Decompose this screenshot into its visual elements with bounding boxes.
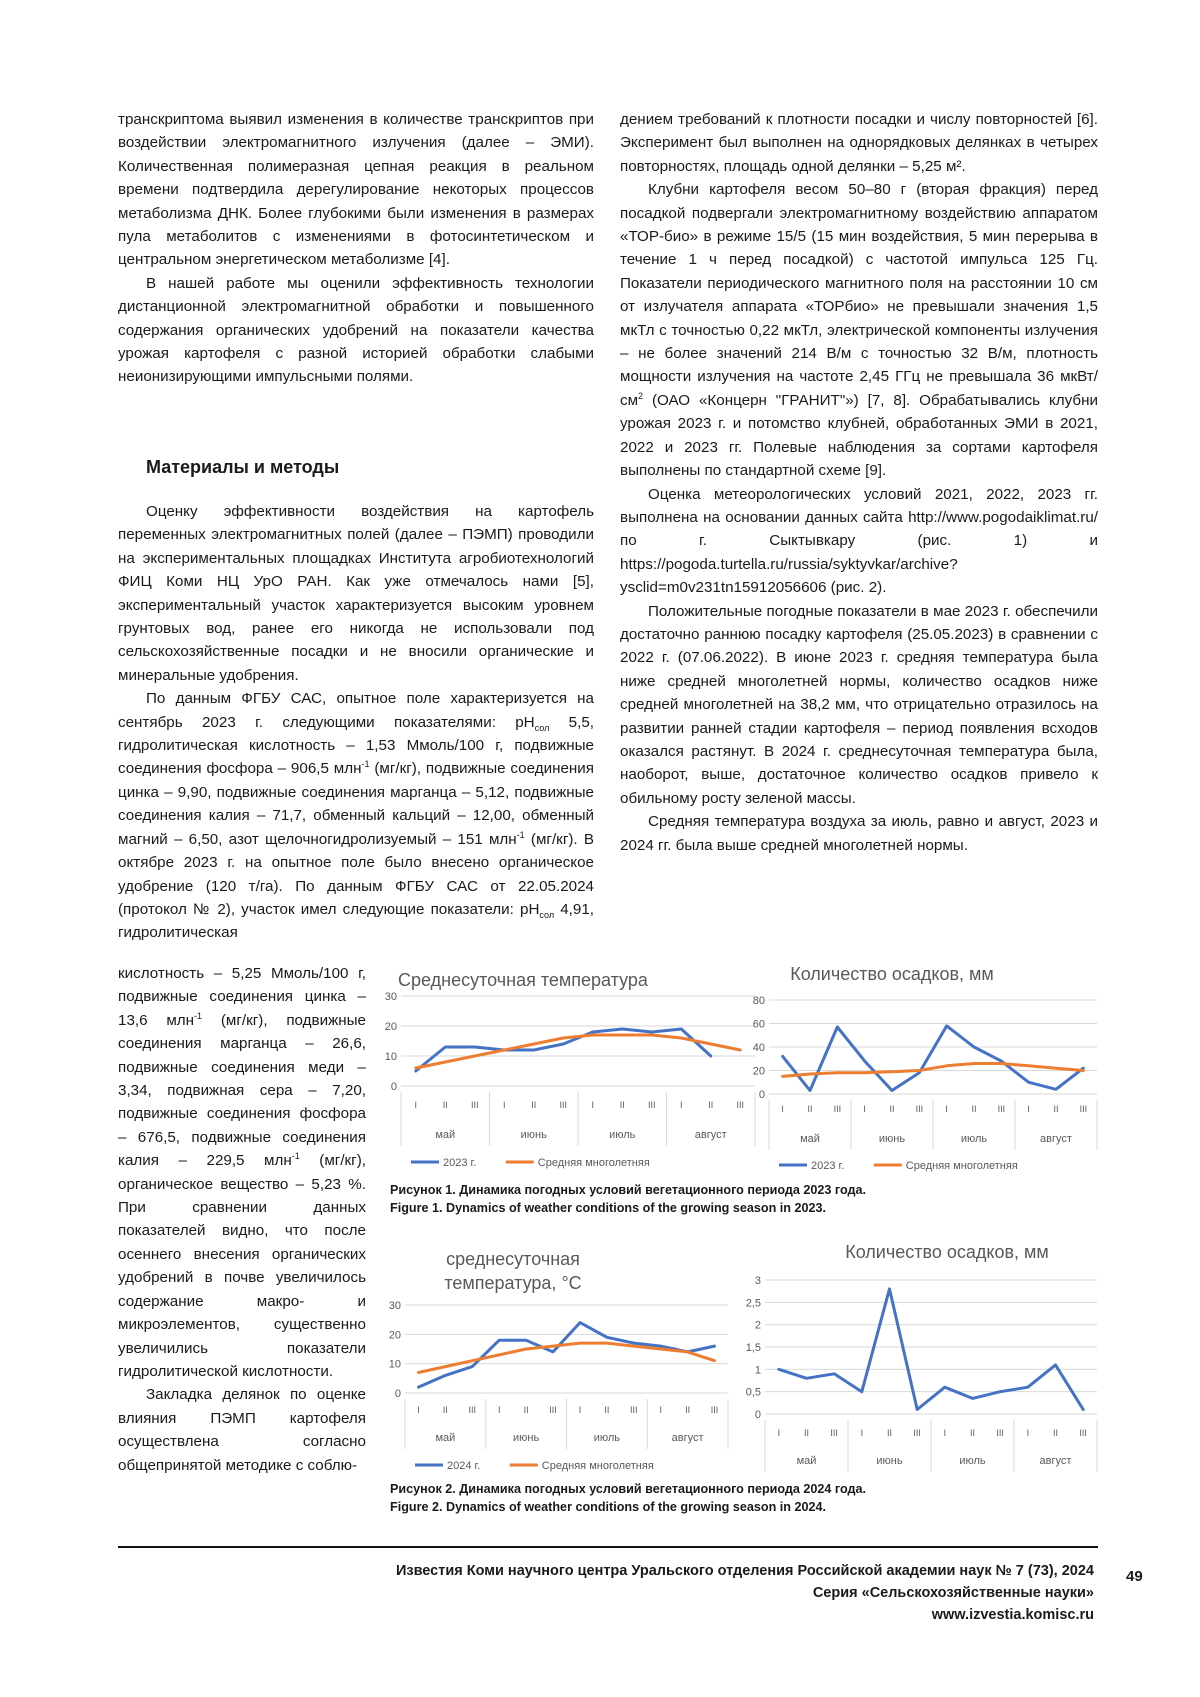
left-column-bottom (118, 962, 366, 1477)
x-decade-label: I (1026, 1428, 1030, 1438)
x-decade-label: I (863, 1104, 866, 1114)
figure-1-caption (390, 1181, 866, 1217)
y-tick-label: 0 (394, 1388, 401, 1400)
journal-footer (396, 1560, 1094, 1626)
journal-title: Известия Коми научного центра Уральского отделения Российской академии наук № 7 (73), 2024 (395, 1563, 1094, 1579)
journal-website: www.izvestia.komisc.ru (931, 1607, 1094, 1623)
x-decade-label: I (943, 1428, 947, 1438)
y-tick-label: 0 (390, 1081, 397, 1093)
x-decade-label: III (1079, 1428, 1087, 1438)
subscript: сол (534, 722, 550, 733)
y-tick-label: 80 (752, 995, 765, 1007)
section-heading: Материалы и методы (146, 457, 340, 477)
figure-1-chart-precipitation (752, 964, 1102, 1174)
figure-2-chart-temperature (383, 1245, 728, 1475)
x-decade-label: II (708, 1100, 714, 1110)
right-paragraph-1 (620, 108, 1098, 178)
chart-temperature-2024 (383, 1245, 728, 1475)
x-decade-label: II (889, 1104, 895, 1114)
figure-1-chart-temperature (383, 968, 758, 1173)
superscript: -1 (516, 829, 525, 840)
x-month-label: май (435, 1432, 456, 1444)
y-tick-label: 0 (758, 1089, 765, 1101)
soil-part: (мг/кг), органическое вещество – 5,23 %. При сравнении данных показателей видно, что после осеннего внесения органических удобрений в почве увеличилось содержание макро- и микроэлементов, существенно увеличились показатели гидролитической кислотности. (118, 1152, 366, 1380)
chart-title: Среднесуточная температура (398, 970, 648, 990)
x-decade-label: II (803, 1428, 810, 1438)
chart-temperature-2023 (383, 968, 758, 1173)
x-decade-label: II (1053, 1104, 1059, 1114)
y-tick-label: 60 (752, 1018, 765, 1031)
y-tick-label: 10 (384, 1051, 397, 1063)
x-decade-label: I (860, 1428, 864, 1438)
y-tick-label: 0,5 (745, 1386, 761, 1399)
x-month-label: август (1039, 1455, 1072, 1467)
legend-label: Средняя многолетняя (541, 1460, 654, 1472)
y-tick-label: 1 (754, 1364, 761, 1377)
x-month-label: июнь (520, 1129, 547, 1141)
x-decade-label: II (685, 1405, 691, 1415)
x-decade-label: I (1027, 1104, 1030, 1114)
x-month-label: июль (593, 1432, 621, 1444)
x-month-label: май (435, 1129, 456, 1141)
footer-rule (118, 1546, 1098, 1548)
methods-paragraph-2 (118, 687, 594, 944)
chart-title: Количество осадков, мм (790, 964, 994, 984)
x-decade-label: II (619, 1100, 625, 1110)
figure-2-caption-en: Figure 2. Dynamics of weather conditions of the growing season in 2024. (390, 1500, 826, 1514)
methods-paragraph-1: Оценку эффективности воздействия на картофель переменных электромагнитных полей (далее – ПЭМП) проводили на экспериментальных площадках Института агробиотехнологий ФИЦ Коми НЦ УрО РАН. Как уже отмечалось нами [5], экспериментальный участок характеризуется высоким уровнем грунтовых вод, ранее его никогда не использовали под сельскохозяйственные посадки и не вносили органические и минеральные удобрения. (118, 503, 594, 684)
x-decade-label: III (996, 1428, 1004, 1438)
figure-2-chart-precipitation (745, 1238, 1102, 1478)
x-decade-label: II (523, 1405, 529, 1415)
methods-p2-part: 5,5, гидролитическая кислотность – 1,53 Ммоль/100 г, подвижные соединения фосфора – 906,5 млн (118, 713, 594, 778)
y-tick-label: 30 (384, 991, 397, 1003)
x-decade-label: I (414, 1100, 418, 1110)
series-line (783, 1026, 1084, 1091)
y-tick-label: 20 (752, 1065, 765, 1078)
y-tick-label: 40 (752, 1042, 765, 1054)
y-tick-label: 2,5 (745, 1297, 761, 1310)
soil-paragraph (118, 962, 366, 1383)
y-tick-label: 20 (388, 1329, 401, 1342)
x-decade-label: III (559, 1100, 568, 1110)
series-line (416, 1035, 741, 1068)
x-decade-label: III (736, 1100, 745, 1110)
x-decade-label: III (915, 1104, 924, 1114)
x-decade-label: III (710, 1405, 719, 1415)
x-decade-label: I (497, 1405, 501, 1415)
plots-paragraph: Закладка делянок по оценке влияния ПЭМП картофеля осуществлена согласно общепринятой методике с соблю- (118, 1386, 366, 1474)
x-decade-label: II (604, 1405, 610, 1415)
y-tick-label: 1,5 (745, 1342, 761, 1354)
superscript: -1 (361, 759, 370, 770)
figure-1-caption-ru: Рисунок 1. Динамика погодных условий вегетационного периода 2023 года. (390, 1183, 867, 1197)
y-tick-label: 10 (388, 1358, 401, 1371)
x-decade-label: II (442, 1405, 448, 1415)
x-decade-label: II (886, 1428, 893, 1438)
x-decade-label: II (442, 1100, 448, 1110)
x-decade-label: I (659, 1405, 662, 1415)
x-decade-label: I (945, 1104, 948, 1114)
x-month-label: июнь (876, 1455, 903, 1467)
y-tick-label: 2 (754, 1319, 761, 1332)
x-month-label: август (694, 1129, 727, 1141)
right-p2-part: Клубни картофеля весом 50–80 г (вторая фракция) перед посадкой подвергали электромагнитному воздействию аппаратом «ТОР-био» в режиме 15/5 (15 мин воздействия, 5 мин перерыва в течение 1 ч перед посадкой) с частотой импульса 125 Гц. Показатели периодического магнитного поля на расстоянии 10 см от излучателя аппарата «ТОРбио» не превышали значения 1,5 мкТл с точностью 0,22 мкТл, электрической компоненты излучения – не более значений 214 В/м с точностью 32 В/м, плотность мощности излучения на частоте 2,45 ГГц не превышала 36 мкВт/см (620, 181, 1098, 409)
chart-precipitation-2023 (752, 964, 1102, 1174)
right-p2-part: (ОАО «Концерн "ГРАНИТ"») [7, 8]. Обрабатывались клубни урожая 2023 г. и потомство клубней, обработанных ЭМИ в 2021, 2022 и 2023 гг. Полевые наблюдения за сортами картофеля выполнены по стандартной схеме [9]. (620, 391, 1098, 480)
x-decade-label: I (591, 1100, 595, 1110)
x-decade-label: III (833, 1104, 842, 1114)
legend-label: 2023 г. (811, 1160, 845, 1172)
intro-paragraph: транскриптома выявил изменения в количестве транскриптов при воздействии электромагнитного излучения (далее – ЭМИ). Количественная полимеразная цепная реакция в реальном времени подтвердила дерегулирование некоторых процессов метаболизма ДНК. Более глубокими были изменения в размерах пула метаболитов с изменениями в фотосинтетическом и центральном энергетическом метаболизме [4]. (118, 111, 594, 269)
x-decade-label: III (830, 1428, 838, 1438)
y-tick-label: 0 (754, 1409, 761, 1421)
series-line (783, 1064, 1084, 1077)
right-paragraph-4: Положительные погодные показатели в мае 2023 г. обеспечили достаточно раннюю посадку картофеля (25.05.2023) в сравнении с 2022 г. (07.06.2022). В июне 2023 г. средняя температура была ниже средней многолетней нормы, количество осадков ниже средней многолетней на 38,2 мм, что отрицательно отразилось на развитии ранней стадии картофеля – период появления всходов оказался растянут. В 2024 г. среднесуточная температура была, наоборот, выше, достаточное количество осадков привело к обильному росту зеленой массы. (620, 602, 1098, 807)
methods-p2-part: (мг/кг), подвижные соединения цинка – 9,90, подвижные соединения марганца – 5,12, подвижные соединения калия – 71,7, обменный кальций – 12,00, обменный магний – 6,50, азот щелочногидролизуемый – 151 млн (118, 760, 594, 848)
x-month-label: май (800, 1133, 820, 1145)
x-decade-label: II (531, 1100, 537, 1110)
methods-p2-part: (мг/кг). В октябре 2023 г. на опытное поле было внесено органическое удобрение (120 т/га). По данным ФГБУ САС от 22.05.2024 (протокол № 2), участок имел следующие показатели: pH (118, 830, 594, 918)
x-decade-label: III (997, 1104, 1006, 1114)
figure-1-caption-en: Figure 1. Dynamics of weather conditions of the growing season in 2023. (390, 1201, 826, 1215)
x-month-label: июль (959, 1455, 986, 1467)
y-tick-label: 20 (384, 1021, 397, 1033)
aim-paragraph: В нашей работе мы оценили эффективность технологии дистанционной электромагнитной обработки и повышенного содержания органических удобрений на показатели качества урожая картофеля с разной историей обработки слабыми неионизирующими импульсными полями. (118, 274, 594, 386)
x-decade-label: III (470, 1100, 479, 1110)
right-p1-end: . (961, 157, 966, 175)
subscript: сол (539, 909, 555, 920)
x-month-label: июнь (878, 1133, 906, 1145)
x-decade-label: II (1052, 1428, 1059, 1438)
x-decade-label: III (630, 1405, 638, 1415)
x-decade-label: II (971, 1104, 977, 1114)
chart-title: Количество осадков, мм (845, 1242, 1049, 1262)
soil-part: кислотность – 5,25 Ммоль/100 г, подвижные соединения цинка – 13,6 млн (118, 965, 366, 1029)
x-decade-label: I (578, 1405, 582, 1415)
right-paragraph-5: Средняя температура воздуха за июль, равно и август, 2023 и 2024 гг. была выше средней многолетней нормы. (620, 813, 1098, 854)
series-line (419, 1323, 715, 1388)
x-decade-label: III (913, 1428, 921, 1438)
figure-2-caption-ru: Рисунок 2. Динамика погодных условий вегетационного периода 2024 года. (390, 1482, 867, 1496)
right-paragraph-2 (620, 178, 1098, 482)
legend-label: Средняя многолетняя (537, 1157, 650, 1169)
x-decade-label: II (807, 1104, 813, 1114)
soil-part: (мг/кг), подвижные соединения марганца – 26,6, подвижные соединения меди – 3,34, подвижная сера – 7,20, подвижные соединения фосфора – 676,5, подвижные соединения калия – 229,5 млн (118, 1011, 366, 1170)
x-month-label: август (671, 1432, 704, 1444)
superscript: -1 (194, 1010, 203, 1021)
superscript: -1 (291, 1151, 300, 1162)
x-decade-label: III (549, 1405, 557, 1415)
x-month-label: июль (960, 1133, 988, 1145)
x-month-label: июль (609, 1129, 636, 1141)
right-paragraph-3: Оценка метеорологических условий 2021, 2022, 2023 гг. выполнена на основании данных сайта http://www.pogodaiklimat.ru/ по г. Сыктывкару (рис. 1) и https://pogoda.turtella.ru/russia/syktyvkar/archive?ysclid=m0v231tn15912056606 (рис. 2). (620, 485, 1098, 597)
x-decade-label: I (679, 1100, 683, 1110)
methods-p2-part: По данным ФГБУ САС, опытное поле характеризуется на сентябрь 2023 г. следующими показателями: pH (118, 690, 594, 731)
methods-text (118, 500, 594, 945)
x-month-label: май (796, 1455, 817, 1467)
y-tick-label: 3 (754, 1275, 761, 1287)
x-decade-label: I (417, 1405, 420, 1415)
x-decade-label: I (502, 1100, 506, 1110)
legend-label: 2023 г. (443, 1157, 477, 1169)
chart-precipitation-2024 (745, 1238, 1102, 1478)
x-decade-label: I (781, 1104, 784, 1114)
legend-label: 2024 г. (447, 1460, 481, 1472)
x-decade-label: III (647, 1100, 656, 1110)
right-p1-text: дением требований к плотности посадки и числу повторностей [6]. Эксперимент был выполнен на однорядковых делянках в четырех повторностях, площадь одной делянки – 5,25 м² (620, 111, 1098, 175)
left-column-top (118, 108, 594, 389)
legend-label: Средняя многолетняя (905, 1160, 1018, 1172)
right-column (620, 108, 1098, 857)
x-decade-label: I (777, 1428, 781, 1438)
superscript: 2 (638, 390, 644, 401)
chart-title: среднесуточная температура, °С (444, 1249, 582, 1293)
y-tick-label: 30 (388, 1300, 401, 1312)
page-number: 49 (1126, 1568, 1143, 1585)
x-decade-label: II (969, 1428, 976, 1438)
methods-p2-part: 4,91, гидролитическая (118, 900, 595, 942)
x-decade-label: III (468, 1405, 477, 1415)
figure-2-caption (390, 1480, 866, 1516)
journal-series: Серия «Сельскохозяйственные науки» (812, 1585, 1094, 1601)
x-month-label: август (1040, 1133, 1072, 1145)
x-decade-label: III (1079, 1104, 1088, 1114)
x-month-label: июнь (513, 1432, 540, 1444)
